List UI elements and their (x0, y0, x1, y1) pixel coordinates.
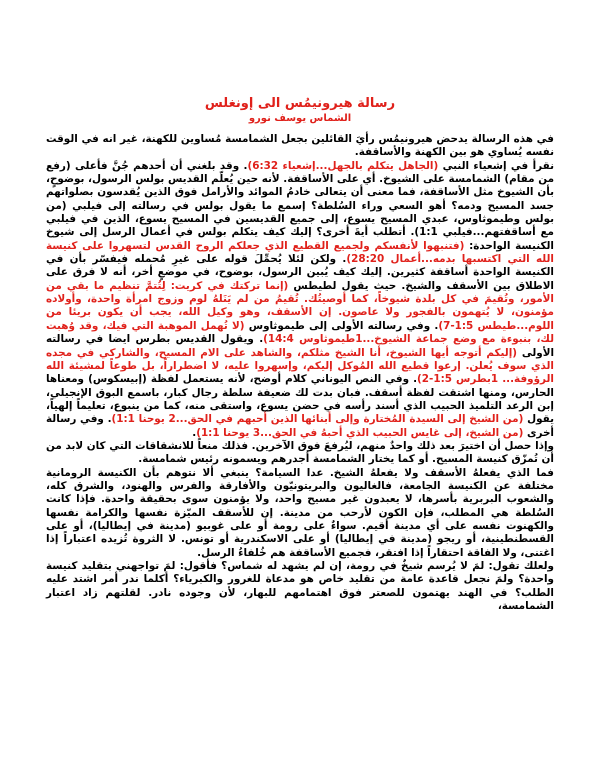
paragraph-text: وإذا حصل أن اختيرَ بعد ذلك واحدٌ منهم، ليُرفعَ فوق الآخرين. فذلك منعاً للانشقاقات التي كان لابد من أن تُمزّق كنيسة المسيح. أو كما يختار الشمامسة أجدرهم ويسمونه رئيس شمامسة. (46, 439, 554, 466)
paragraph-text: ولعلك تقول: لمَ لا يُرسم شيخٌ في رومة، إن لم يشهد له شماس؟ فأقول: لمَ تواجهني بتقليد كنيسة واحدة؟ ولمَ نجعل قاعدة عامة من تقليد خاص هو مدعاة للغرور والكبرياء؟ أكلما ندر أمر اشتد عليه الطلب؟ في الهند يهتمون للصعتر فوق اهتمامهم للبهار، لأن وجوده نادر. لقلتهم زاد اعتبار الشمامسة، (46, 560, 554, 613)
document-author: الشماس يوسف نورو (248, 113, 352, 124)
scripture-quote: (لا تُهمل الموهبة التي فيك، وقد وُهبت لك، بنبوءة مع وضع جماعة الشيوخ...1طيموثاوس 14:4) (46, 319, 555, 346)
paragraph-text: . ويقول القديس بطرس ايضا في رسالته الأولى (46, 333, 555, 359)
paragraph-text: في هذه الرسالة يدحض هيرونيمُس رأيَ القائلين بجعل الشمامسة مُساوين للكهنة، غير انه في الوقت نفسه يُساوي هو بين الكهنة والأساقفة. (46, 133, 554, 159)
body-paragraph (46, 133, 554, 160)
paragraph-text: . وفي رسالة أخرى (46, 413, 554, 439)
document-body (46, 133, 554, 613)
scripture-quote: (من الشيخ إلى السيدة المُختارة وإلى أبنائها الذين أحبهم في الحق...2 يوحنا 1:1) (111, 413, 524, 426)
paragraph-text: . (192, 426, 197, 439)
body-paragraph (46, 440, 554, 467)
paragraph-text: . وقد بلغني أن أحدهم جُنَّ فأعلى (رفع من مقام) الشمامسة على الشيوخ. أي على الأساقفة. لأنه حين يُعلّم القديس بولس الرسول، بوضوحٍ، بأن الشيوخ مثل الأساقفة، فما معنى أن يتعالى خادمُ الموائد والأرامل فوق الذين يُقدسون بصلواتهم جسد المسيح ودمه؟ أهو السعي وراء السُلطة؟ إسمع ما يقول بولس في رسالته إلى فيلبي (من بولس وطيموثاوس، عبدي المسيح يسوع، إلى جميع القديسين في المسيح يسوع، الذين في فيلبي مع أساقفتهم...فيلبي 1:1). أتطلب أيةَ أخرى؟ إليك كيف يتكلم بولس في أعمال الرسل إلى شيوخ الكنيسة الواحدة: (46, 159, 554, 252)
scripture-quote: (إنما تركتك في كريت: لِتُتمَّ تنظيم ما بقي من الأمور، وتُقيمَ في كل بلدة شيوخاً، كما أوصيتُك. تُقيمُ من لم يَنَلهُ لوم وزوج امرأة واحدة، وأولاده مؤمنون، لا يُتهمون بالفجور ولا عاصون. إن الأسقف، وهو وكيل الله، يجب أن يكون بريئا من اللوم...طيطس 1:5-7) (46, 279, 554, 332)
paragraph-text: . ولكن لئلا يُحمِّلَ قوله على غيرِ مُحمله فيفسّر بأن في الكنيسة الواحدة أساقفة كثيرين. إليك كيف يُبين الرسول، بوضوح، في موضعٍ أخر، أنه لا فرق على الاطلاق بين الأسقف والشيخ. حيث يقول لطيطس (46, 253, 554, 292)
body-paragraph (46, 560, 554, 613)
paragraph-text: . وفي النص اليوناني كلام أوضح، لأنه يستعمل لفظة (إبيسكوس) ومعناها الحارس، ومنها اشتقت لفظة أسقف. فبان بدت لك ضعيفة سلطة رجال كبار، باسمع البوق الإنجيلي، إبن الرعد التلميذ الحبيب الذي أسند رأسه في حضن يسوع، واستقى منه، كما من ينبوع، تعليماً إلهياً، يقول (46, 373, 554, 426)
paragraph-text: . وفي رسالته الأولى إلى طيموثاوس (244, 319, 439, 332)
scripture-quote: (إليكم أتوجه أيها الشيوخ، أنا الشيخ مثلكم، والشاهد على الام المسيح، والشاركي في مجده الذي سوف يُعلن. إرعوا قطيع الله المُوكل إليكم، وإسهروا عليه، لا اضطراراً، بل طوعاً لمشيئة الله الرؤوفة... 1بطرس 1:5-2) (46, 346, 554, 386)
body-paragraph (46, 160, 554, 440)
scripture-quote: (من الشيخ، إلى غايس الحبيب الذي أحبهُ في الحق...3 يوحنا 1:1) (196, 426, 524, 439)
paragraph-text: فما الذي يفعلهُ الأسقف ولا يفعلهُ الشيخ. عدا السيامة؟ ينبغي ألا نتوهم بأن الكنيسة الرومانية مختلفة عن الكنيسة الجامعة، فالغاليون والبريتونيّون والأفارقة والفرس والهنود، والشرق كله، والشعوب البربرية بأسرها، لا يعبدون غير مسيح واحد، ولا يؤمنون سوى بحقيقة واحدة. فإذا كانت السُلطة هي المطلب، فإن الكون لأرحب من مدينة. إن للأسقف الميّزة نفسها والكرامة نفسها والكهنوت نفسه على أي مدينة أقيم. سواءٌ على رومة أو على غوبيو (مدينة في إيطاليا)، أو على القسطنطينية، أو ريجو (مدينة في إيطاليا) أو على الاسكندرية أو تونس. لا الثروة تُزيده اعتباراً إذا اغتنى، ولا الفاقة احتقاراً إذا افتقر، فجميع الأساقفة هم خُلفاءُ الرسل. (46, 466, 554, 559)
paragraph-text: نقرأ في إشعياء النبي (438, 159, 555, 172)
scripture-quote: (الجاهل يتكلم بالجهل...إشعياء 6:32) (247, 159, 439, 172)
document-title: رسالة هيرونيمُس الى إونغلس (204, 96, 396, 111)
body-paragraph (46, 467, 554, 560)
scripture-quote: (فتنبهوا لأنفسكم ولجميع القطيع الذي جعلكم الروح القدس لتسهروا على كنيسة الله التي اكتسبها بدمه...أعمال 28:20) (46, 239, 554, 266)
